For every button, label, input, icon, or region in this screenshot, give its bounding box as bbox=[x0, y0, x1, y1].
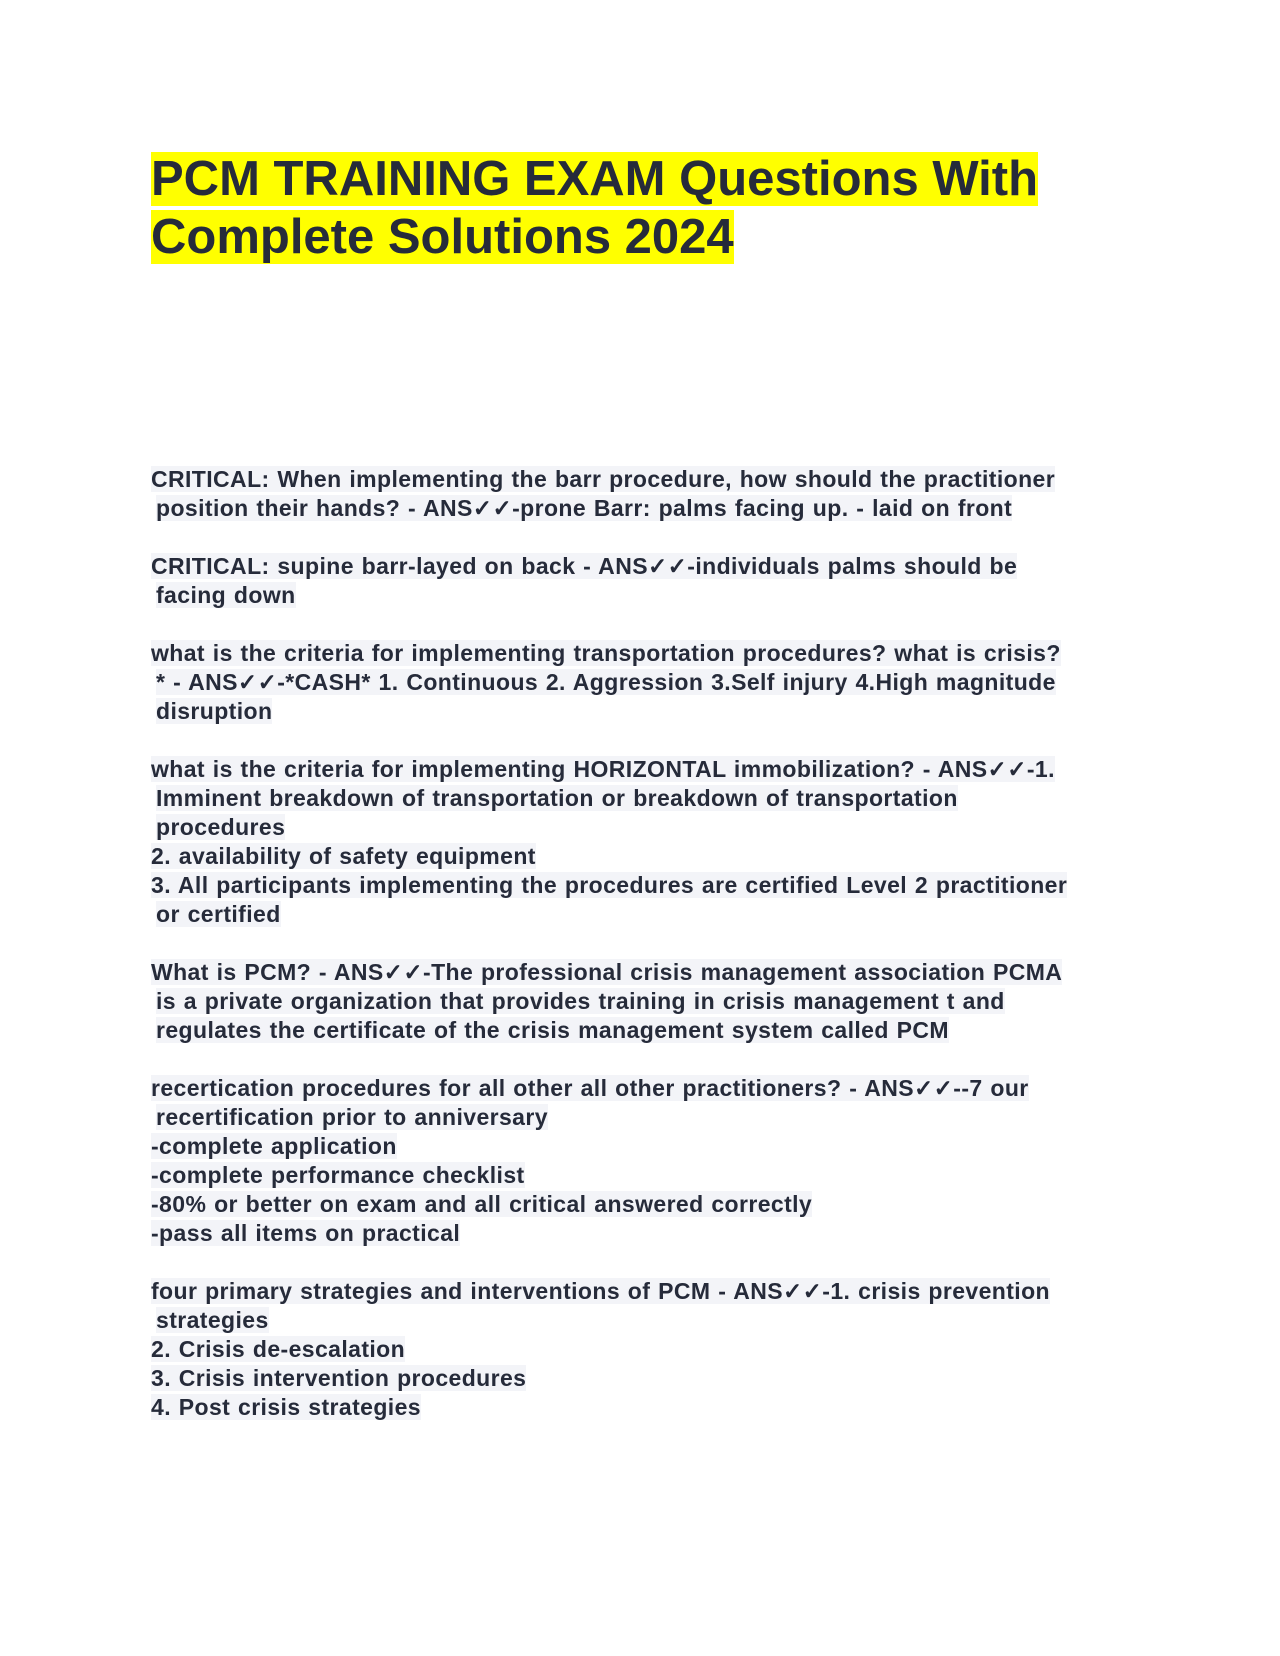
document-title bbox=[151, 150, 1151, 266]
qa-list bbox=[151, 465, 1151, 1422]
qa-item bbox=[151, 958, 1151, 1045]
qa-line: facing down bbox=[156, 582, 296, 608]
qa-line: CRITICAL: When implementing the barr procedure, how should the practitioner bbox=[151, 466, 1056, 492]
qa-line: -pass all items on practical bbox=[151, 1220, 461, 1246]
qa-line: 3. Crisis intervention procedures bbox=[151, 1365, 527, 1391]
title-line-2: Complete Solutions 2024 bbox=[151, 210, 734, 264]
qa-item bbox=[151, 465, 1151, 523]
qa-item bbox=[151, 552, 1151, 610]
qa-line: is a private organization that provides training in crisis management t and bbox=[156, 988, 1005, 1014]
qa-line: or certified bbox=[156, 901, 281, 927]
title-line-1: PCM TRAINING EXAM Questions With bbox=[151, 152, 1039, 206]
qa-line: procedures bbox=[156, 814, 286, 840]
qa-line: CRITICAL: supine barr-layed on back - ANS✓✓-individuals palms should be bbox=[151, 553, 1018, 579]
document-page bbox=[151, 150, 1151, 1451]
qa-item bbox=[151, 1277, 1151, 1422]
qa-line: What is PCM? - ANS✓✓-The professional crisis management association PCMA bbox=[151, 959, 1063, 985]
qa-item bbox=[151, 1074, 1151, 1248]
qa-line: 4. Post crisis strategies bbox=[151, 1394, 421, 1420]
qa-line: four primary strategies and interventions of PCM - ANS✓✓-1. crisis prevention bbox=[151, 1278, 1050, 1304]
qa-line: -complete performance checklist bbox=[151, 1162, 525, 1188]
qa-item bbox=[151, 755, 1151, 929]
qa-line: * - ANS✓✓-*CASH* 1. Continuous 2. Aggression 3.Self injury 4.High magnitude bbox=[156, 669, 1056, 695]
qa-line: position their hands? - ANS✓✓-prone Barr: palms facing up. - laid on front bbox=[156, 495, 1013, 521]
qa-line: Imminent breakdown of transportation or breakdown of transportation bbox=[156, 785, 958, 811]
qa-line: what is the criteria for implementing transportation procedures? what is crisis? bbox=[151, 640, 1061, 666]
qa-line: -complete application bbox=[151, 1133, 397, 1159]
qa-line: disruption bbox=[156, 698, 273, 724]
qa-line: regulates the certificate of the crisis management system called PCM bbox=[156, 1017, 949, 1043]
qa-line: recertification prior to anniversary bbox=[156, 1104, 548, 1130]
qa-line: 2. Crisis de-escalation bbox=[151, 1336, 406, 1362]
qa-line: what is the criteria for implementing HORIZONTAL immobilization? - ANS✓✓-1. bbox=[151, 756, 1055, 782]
qa-line: -80% or better on exam and all critical answered correctly bbox=[151, 1191, 813, 1217]
qa-line: recertication procedures for all other all other practitioners? - ANS✓✓--7 our bbox=[151, 1075, 1029, 1101]
qa-line: strategies bbox=[156, 1307, 269, 1333]
qa-line: 3. All participants implementing the procedures are certified Level 2 practitioner bbox=[151, 872, 1068, 898]
qa-line: 2. availability of safety equipment bbox=[151, 843, 536, 869]
qa-item bbox=[151, 639, 1151, 726]
